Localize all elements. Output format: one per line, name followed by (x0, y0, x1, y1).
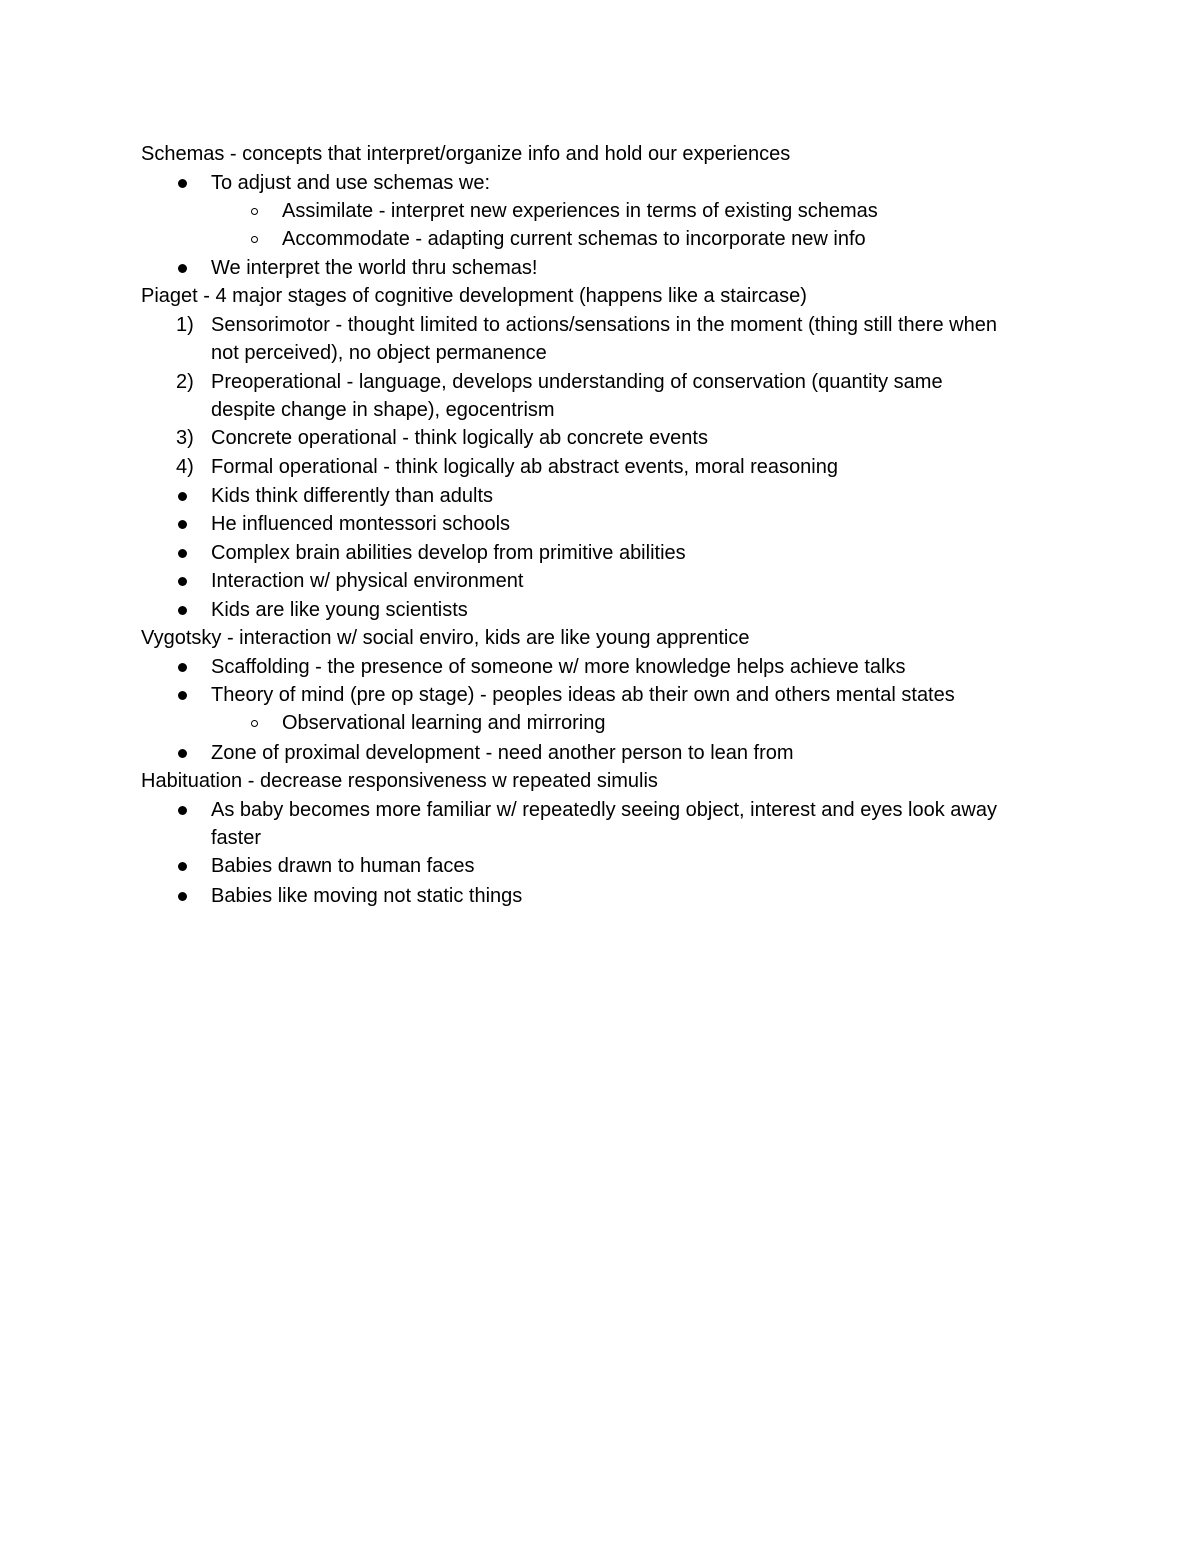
list-item: Scaffolding - the presence of someone w/ more knowledge helps achieve talks (211, 656, 906, 678)
bullet-disc-icon (178, 806, 187, 815)
bullet-disc-icon (178, 862, 187, 871)
bullet-circle-icon (251, 208, 258, 215)
section-heading-vygotsky: Vygotsky - interaction w/ social enviro, kids are like young apprentice (141, 627, 750, 649)
bullet-disc-icon (178, 892, 187, 901)
bullet-disc-icon (178, 663, 187, 672)
sub-list-item: Accommodate - adapting current schemas to incorporate new info (282, 228, 866, 250)
bullet-disc-icon (178, 606, 187, 615)
list-item: He influenced montessori schools (211, 513, 511, 535)
bullet-disc-icon (178, 577, 187, 586)
list-item: Interaction w/ physical environment (211, 570, 524, 592)
numbered-item: Preoperational - language, develops understanding of conservation (quantity same (211, 371, 943, 393)
section-heading-piaget: Piaget - 4 major stages of cognitive development (happens like a staircase) (141, 285, 807, 307)
numbered-item: Sensorimotor - thought limited to actions/sensations in the moment (thing still there when (211, 314, 997, 336)
section-heading-habituation: Habituation - decrease responsiveness w repeated simulis (141, 770, 658, 792)
list-number: 1) (176, 314, 194, 336)
bullet-disc-icon (178, 749, 187, 758)
numbered-item-continuation: not perceived), no object permanence (211, 342, 547, 364)
bullet-disc-icon (178, 264, 187, 273)
list-item: Zone of proximal development - need another person to lean from (211, 742, 794, 764)
list-item-continuation: faster (211, 827, 262, 849)
bullet-circle-icon (251, 720, 258, 727)
numbered-item: Formal operational - think logically ab abstract events, moral reasoning (211, 456, 838, 478)
bullet-disc-icon (178, 549, 187, 558)
list-item: Theory of mind (pre op stage) - peoples ideas ab their own and others mental states (211, 684, 955, 706)
list-item: Kids think differently than adults (211, 485, 494, 507)
list-item: Complex brain abilities develop from primitive abilities (211, 542, 686, 564)
sub-list-item: Assimilate - interpret new experiences in terms of existing schemas (282, 200, 878, 222)
sub-list-item: Observational learning and mirroring (282, 712, 606, 734)
list-item: Babies like moving not static things (211, 885, 523, 907)
bullet-disc-icon (178, 179, 187, 188)
list-number: 4) (176, 456, 194, 478)
list-item: As baby becomes more familiar w/ repeatedly seeing object, interest and eyes look away (211, 799, 997, 821)
numbered-item-continuation: despite change in shape), egocentrism (211, 399, 555, 421)
bullet-disc-icon (178, 492, 187, 501)
list-number: 3) (176, 427, 194, 449)
numbered-item: Concrete operational - think logically ab concrete events (211, 427, 708, 449)
list-item: We interpret the world thru schemas! (211, 257, 538, 279)
section-heading-schemas: Schemas - concepts that interpret/organize info and hold our experiences (141, 143, 791, 165)
bullet-circle-icon (251, 236, 258, 243)
list-item: Kids are like young scientists (211, 599, 468, 621)
list-number: 2) (176, 371, 194, 393)
list-item: To adjust and use schemas we: (211, 172, 491, 194)
bullet-disc-icon (178, 691, 187, 700)
bullet-disc-icon (178, 520, 187, 529)
list-item: Babies drawn to human faces (211, 855, 475, 877)
